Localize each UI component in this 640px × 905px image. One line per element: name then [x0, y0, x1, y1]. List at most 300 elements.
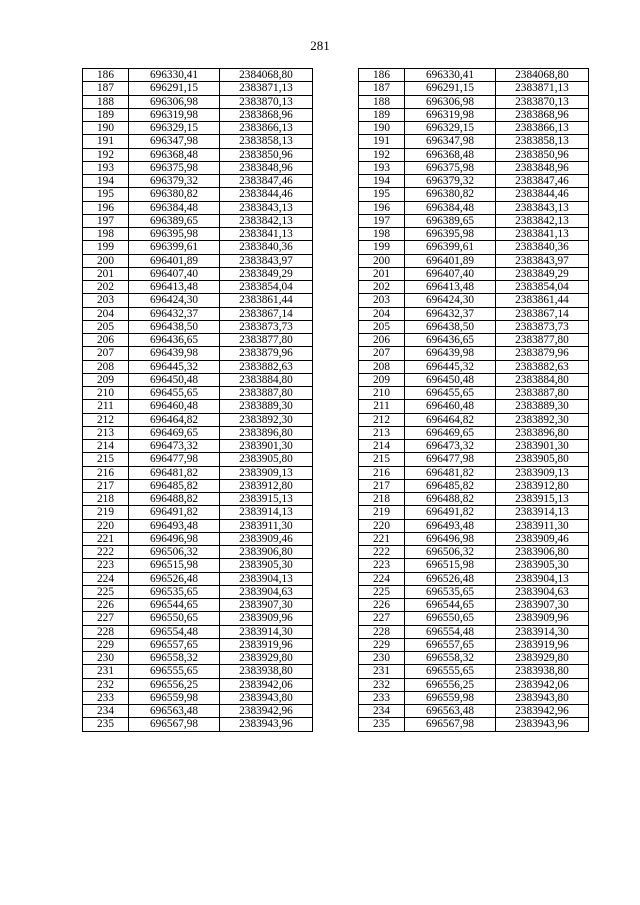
- left-y-coordinate-cell: 2383848,96: [220, 161, 313, 174]
- left-y-coordinate-cell: 2383907,30: [220, 599, 313, 612]
- right-y-coordinate-cell: 2383943,96: [496, 718, 589, 731]
- left-y-coordinate-cell: 2383909,13: [220, 466, 313, 479]
- column-gap: [313, 519, 359, 532]
- table-row: [83, 652, 589, 665]
- left-x-coordinate-cell: 696469,65: [129, 426, 220, 439]
- right-point-number-cell: 192: [359, 148, 405, 161]
- right-y-coordinate-cell: 2383896,80: [496, 426, 589, 439]
- left-point-number-cell: 188: [83, 95, 129, 108]
- column-gap: [313, 413, 359, 426]
- left-x-coordinate-cell: 696450,48: [129, 373, 220, 386]
- left-point-number-cell: 189: [83, 108, 129, 121]
- table-row: [83, 373, 589, 386]
- right-x-coordinate-cell: 696488,82: [405, 493, 496, 506]
- table-row: [83, 122, 589, 135]
- right-x-coordinate-cell: 696526,48: [405, 572, 496, 585]
- left-x-coordinate-cell: 696477,98: [129, 453, 220, 466]
- right-x-coordinate-cell: 696557,65: [405, 638, 496, 651]
- column-gap: [313, 638, 359, 651]
- right-x-coordinate-cell: 696485,82: [405, 479, 496, 492]
- left-point-number-cell: 209: [83, 373, 129, 386]
- left-x-coordinate-cell: 696567,98: [129, 718, 220, 731]
- left-y-coordinate-cell: 2383919,96: [220, 638, 313, 651]
- table-row: [83, 559, 589, 572]
- left-x-coordinate-cell: 696488,82: [129, 493, 220, 506]
- right-point-number-cell: 214: [359, 440, 405, 453]
- table-row: [83, 506, 589, 519]
- left-x-coordinate-cell: 696399,61: [129, 241, 220, 254]
- left-point-number-cell: 190: [83, 122, 129, 135]
- left-point-number-cell: 210: [83, 387, 129, 400]
- left-point-number-cell: 193: [83, 161, 129, 174]
- left-x-coordinate-cell: 696384,48: [129, 201, 220, 214]
- left-y-coordinate-cell: 2383843,13: [220, 201, 313, 214]
- table-row: [83, 175, 589, 188]
- right-point-number-cell: 222: [359, 546, 405, 559]
- right-point-number-cell: 218: [359, 493, 405, 506]
- right-y-coordinate-cell: 2383938,80: [496, 665, 589, 678]
- left-y-coordinate-cell: 2383844,46: [220, 188, 313, 201]
- right-point-number-cell: 187: [359, 82, 405, 95]
- left-point-number-cell: 207: [83, 347, 129, 360]
- column-gap: [313, 334, 359, 347]
- right-x-coordinate-cell: 696329,15: [405, 122, 496, 135]
- right-y-coordinate-cell: 2383901,30: [496, 440, 589, 453]
- left-y-coordinate-cell: 2383868,96: [220, 108, 313, 121]
- table-row: [83, 400, 589, 413]
- left-y-coordinate-cell: 2383905,30: [220, 559, 313, 572]
- left-y-coordinate-cell: 2383929,80: [220, 652, 313, 665]
- right-y-coordinate-cell: 2384068,80: [496, 69, 589, 82]
- left-y-coordinate-cell: 2383904,13: [220, 572, 313, 585]
- table-row: [83, 334, 589, 347]
- left-point-number-cell: 212: [83, 413, 129, 426]
- right-y-coordinate-cell: 2383889,30: [496, 400, 589, 413]
- left-point-number-cell: 232: [83, 678, 129, 691]
- left-point-number-cell: 230: [83, 652, 129, 665]
- right-point-number-cell: 229: [359, 638, 405, 651]
- left-point-number-cell: 217: [83, 479, 129, 492]
- right-point-number-cell: 201: [359, 267, 405, 280]
- right-y-coordinate-cell: 2383854,04: [496, 281, 589, 294]
- right-y-coordinate-cell: 2383849,29: [496, 267, 589, 280]
- left-point-number-cell: 226: [83, 599, 129, 612]
- right-point-number-cell: 203: [359, 294, 405, 307]
- left-x-coordinate-cell: 696550,65: [129, 612, 220, 625]
- right-x-coordinate-cell: 696306,98: [405, 95, 496, 108]
- right-point-number-cell: 216: [359, 466, 405, 479]
- left-x-coordinate-cell: 696330,41: [129, 69, 220, 82]
- table-row: [83, 188, 589, 201]
- right-x-coordinate-cell: 696379,32: [405, 175, 496, 188]
- left-point-number-cell: 218: [83, 493, 129, 506]
- column-gap: [313, 175, 359, 188]
- table-row: [83, 161, 589, 174]
- left-point-number-cell: 208: [83, 360, 129, 373]
- right-y-coordinate-cell: 2383904,63: [496, 585, 589, 598]
- table-row: [83, 82, 589, 95]
- right-y-coordinate-cell: 2383904,13: [496, 572, 589, 585]
- left-point-number-cell: 205: [83, 320, 129, 333]
- table-row: [83, 360, 589, 373]
- right-x-coordinate-cell: 696556,25: [405, 678, 496, 691]
- table-row: [83, 705, 589, 718]
- table-row: [83, 466, 589, 479]
- left-x-coordinate-cell: 696389,65: [129, 214, 220, 227]
- column-gap: [313, 188, 359, 201]
- column-gap: [313, 267, 359, 280]
- right-y-coordinate-cell: 2383844,46: [496, 188, 589, 201]
- column-gap: [313, 294, 359, 307]
- right-x-coordinate-cell: 696506,32: [405, 546, 496, 559]
- table-row: [83, 347, 589, 360]
- right-x-coordinate-cell: 696436,65: [405, 334, 496, 347]
- right-x-coordinate-cell: 696550,65: [405, 612, 496, 625]
- left-point-number-cell: 206: [83, 334, 129, 347]
- left-x-coordinate-cell: 696407,40: [129, 267, 220, 280]
- column-gap: [313, 214, 359, 227]
- table-row: [83, 546, 589, 559]
- right-y-coordinate-cell: 2383866,13: [496, 122, 589, 135]
- left-x-coordinate-cell: 696485,82: [129, 479, 220, 492]
- left-point-number-cell: 220: [83, 519, 129, 532]
- left-y-coordinate-cell: 2383906,80: [220, 546, 313, 559]
- left-point-number-cell: 216: [83, 466, 129, 479]
- right-point-number-cell: 231: [359, 665, 405, 678]
- left-y-coordinate-cell: 2383858,13: [220, 135, 313, 148]
- column-gap: [313, 201, 359, 214]
- right-x-coordinate-cell: 696347,98: [405, 135, 496, 148]
- right-point-number-cell: 211: [359, 400, 405, 413]
- left-point-number-cell: 211: [83, 400, 129, 413]
- left-y-coordinate-cell: 2383896,80: [220, 426, 313, 439]
- column-gap: [313, 426, 359, 439]
- right-x-coordinate-cell: 696432,37: [405, 307, 496, 320]
- left-point-number-cell: 199: [83, 241, 129, 254]
- left-x-coordinate-cell: 696563,48: [129, 705, 220, 718]
- left-point-number-cell: 201: [83, 267, 129, 280]
- table-row: [83, 493, 589, 506]
- left-x-coordinate-cell: 696347,98: [129, 135, 220, 148]
- right-point-number-cell: 220: [359, 519, 405, 532]
- right-point-number-cell: 204: [359, 307, 405, 320]
- column-gap: [313, 161, 359, 174]
- table-row: [83, 281, 589, 294]
- column-gap: [313, 148, 359, 161]
- coordinates-table: [82, 68, 589, 732]
- left-x-coordinate-cell: 696438,50: [129, 320, 220, 333]
- table-row: [83, 320, 589, 333]
- left-y-coordinate-cell: 2383938,80: [220, 665, 313, 678]
- right-point-number-cell: 234: [359, 705, 405, 718]
- right-x-coordinate-cell: 696567,98: [405, 718, 496, 731]
- table-row: [83, 453, 589, 466]
- right-point-number-cell: 200: [359, 254, 405, 267]
- left-x-coordinate-cell: 696455,65: [129, 387, 220, 400]
- table-row: [83, 69, 589, 82]
- table-row: [83, 572, 589, 585]
- left-point-number-cell: 198: [83, 228, 129, 241]
- left-y-coordinate-cell: 2383870,13: [220, 95, 313, 108]
- column-gap: [313, 678, 359, 691]
- left-x-coordinate-cell: 696554,48: [129, 625, 220, 638]
- left-x-coordinate-cell: 696544,65: [129, 599, 220, 612]
- table-row: [83, 479, 589, 492]
- left-x-coordinate-cell: 696319,98: [129, 108, 220, 121]
- column-gap: [313, 82, 359, 95]
- table-row: [83, 413, 589, 426]
- right-point-number-cell: 232: [359, 678, 405, 691]
- column-gap: [313, 652, 359, 665]
- left-x-coordinate-cell: 696506,32: [129, 546, 220, 559]
- left-y-coordinate-cell: 2383914,13: [220, 506, 313, 519]
- left-point-number-cell: 221: [83, 532, 129, 545]
- right-point-number-cell: 235: [359, 718, 405, 731]
- right-x-coordinate-cell: 696477,98: [405, 453, 496, 466]
- column-gap: [313, 546, 359, 559]
- right-x-coordinate-cell: 696544,65: [405, 599, 496, 612]
- left-point-number-cell: 194: [83, 175, 129, 188]
- left-x-coordinate-cell: 696559,98: [129, 691, 220, 704]
- left-y-coordinate-cell: 2383843,97: [220, 254, 313, 267]
- left-y-coordinate-cell: 2383879,96: [220, 347, 313, 360]
- left-point-number-cell: 204: [83, 307, 129, 320]
- table-row: [83, 638, 589, 651]
- table-row: [83, 254, 589, 267]
- column-gap: [313, 360, 359, 373]
- left-y-coordinate-cell: 2383911,30: [220, 519, 313, 532]
- right-point-number-cell: 202: [359, 281, 405, 294]
- right-y-coordinate-cell: 2383914,13: [496, 506, 589, 519]
- right-y-coordinate-cell: 2383871,13: [496, 82, 589, 95]
- right-x-coordinate-cell: 696291,15: [405, 82, 496, 95]
- left-y-coordinate-cell: 2383942,96: [220, 705, 313, 718]
- left-point-number-cell: 213: [83, 426, 129, 439]
- right-y-coordinate-cell: 2383942,06: [496, 678, 589, 691]
- right-y-coordinate-cell: 2383906,80: [496, 546, 589, 559]
- right-y-coordinate-cell: 2383911,30: [496, 519, 589, 532]
- page-number: 281: [310, 38, 330, 53]
- column-gap: [313, 241, 359, 254]
- right-x-coordinate-cell: 696464,82: [405, 413, 496, 426]
- right-y-coordinate-cell: 2383873,73: [496, 320, 589, 333]
- left-y-coordinate-cell: 2383840,36: [220, 241, 313, 254]
- right-point-number-cell: 196: [359, 201, 405, 214]
- table-row: [83, 519, 589, 532]
- left-x-coordinate-cell: 696329,15: [129, 122, 220, 135]
- left-x-coordinate-cell: 696473,32: [129, 440, 220, 453]
- left-point-number-cell: 223: [83, 559, 129, 572]
- right-point-number-cell: 195: [359, 188, 405, 201]
- left-x-coordinate-cell: 696306,98: [129, 95, 220, 108]
- table-row: [83, 241, 589, 254]
- column-gap: [313, 585, 359, 598]
- left-y-coordinate-cell: 2383882,63: [220, 360, 313, 373]
- left-y-coordinate-cell: 2383905,80: [220, 453, 313, 466]
- right-point-number-cell: 227: [359, 612, 405, 625]
- left-x-coordinate-cell: 696556,25: [129, 678, 220, 691]
- column-gap: [313, 665, 359, 678]
- left-point-number-cell: 191: [83, 135, 129, 148]
- left-x-coordinate-cell: 696424,30: [129, 294, 220, 307]
- left-y-coordinate-cell: 2383861,44: [220, 294, 313, 307]
- right-y-coordinate-cell: 2383943,80: [496, 691, 589, 704]
- right-x-coordinate-cell: 696319,98: [405, 108, 496, 121]
- left-point-number-cell: 203: [83, 294, 129, 307]
- left-point-number-cell: 228: [83, 625, 129, 638]
- right-point-number-cell: 206: [359, 334, 405, 347]
- left-y-coordinate-cell: 2383915,13: [220, 493, 313, 506]
- right-x-coordinate-cell: 696368,48: [405, 148, 496, 161]
- right-point-number-cell: 221: [359, 532, 405, 545]
- column-gap: [313, 705, 359, 718]
- left-point-number-cell: 234: [83, 705, 129, 718]
- table-row: [83, 201, 589, 214]
- left-x-coordinate-cell: 696557,65: [129, 638, 220, 651]
- left-y-coordinate-cell: 2383909,46: [220, 532, 313, 545]
- right-point-number-cell: 188: [359, 95, 405, 108]
- right-point-number-cell: 205: [359, 320, 405, 333]
- left-y-coordinate-cell: 2383909,96: [220, 612, 313, 625]
- right-x-coordinate-cell: 696563,48: [405, 705, 496, 718]
- table-row: [83, 665, 589, 678]
- table-row: [83, 267, 589, 280]
- left-y-coordinate-cell: 2383842,13: [220, 214, 313, 227]
- column-gap: [313, 347, 359, 360]
- right-x-coordinate-cell: 696445,32: [405, 360, 496, 373]
- column-gap: [313, 320, 359, 333]
- column-gap: [313, 281, 359, 294]
- table-row: [83, 108, 589, 121]
- column-gap: [313, 108, 359, 121]
- table-row: [83, 214, 589, 227]
- left-y-coordinate-cell: 2383914,30: [220, 625, 313, 638]
- left-x-coordinate-cell: 696401,89: [129, 254, 220, 267]
- right-x-coordinate-cell: 696469,65: [405, 426, 496, 439]
- right-y-coordinate-cell: 2383929,80: [496, 652, 589, 665]
- left-y-coordinate-cell: 2383841,13: [220, 228, 313, 241]
- table-row: [83, 625, 589, 638]
- left-x-coordinate-cell: 696481,82: [129, 466, 220, 479]
- left-point-number-cell: 229: [83, 638, 129, 651]
- right-y-coordinate-cell: 2383840,36: [496, 241, 589, 254]
- right-y-coordinate-cell: 2383843,97: [496, 254, 589, 267]
- right-point-number-cell: 215: [359, 453, 405, 466]
- right-y-coordinate-cell: 2383907,30: [496, 599, 589, 612]
- right-x-coordinate-cell: 696439,98: [405, 347, 496, 360]
- table-row: [83, 294, 589, 307]
- left-x-coordinate-cell: 696368,48: [129, 148, 220, 161]
- column-gap: [313, 373, 359, 386]
- right-x-coordinate-cell: 696384,48: [405, 201, 496, 214]
- left-point-number-cell: 231: [83, 665, 129, 678]
- right-y-coordinate-cell: 2383884,80: [496, 373, 589, 386]
- left-y-coordinate-cell: 2383873,73: [220, 320, 313, 333]
- left-point-number-cell: 192: [83, 148, 129, 161]
- right-x-coordinate-cell: 696558,32: [405, 652, 496, 665]
- left-x-coordinate-cell: 696379,32: [129, 175, 220, 188]
- right-x-coordinate-cell: 696555,65: [405, 665, 496, 678]
- left-point-number-cell: 227: [83, 612, 129, 625]
- column-gap: [313, 506, 359, 519]
- column-gap: [313, 69, 359, 82]
- table-row: [83, 691, 589, 704]
- right-y-coordinate-cell: 2383842,13: [496, 214, 589, 227]
- table-row: [83, 95, 589, 108]
- column-gap: [313, 254, 359, 267]
- right-x-coordinate-cell: 696438,50: [405, 320, 496, 333]
- right-y-coordinate-cell: 2383870,13: [496, 95, 589, 108]
- right-point-number-cell: 230: [359, 652, 405, 665]
- right-y-coordinate-cell: 2383909,13: [496, 466, 589, 479]
- left-x-coordinate-cell: 696558,32: [129, 652, 220, 665]
- left-y-coordinate-cell: 2383943,96: [220, 718, 313, 731]
- left-point-number-cell: 224: [83, 572, 129, 585]
- right-y-coordinate-cell: 2383905,80: [496, 453, 589, 466]
- left-x-coordinate-cell: 696496,98: [129, 532, 220, 545]
- right-point-number-cell: 209: [359, 373, 405, 386]
- left-y-coordinate-cell: 2383912,80: [220, 479, 313, 492]
- right-x-coordinate-cell: 696491,82: [405, 506, 496, 519]
- left-y-coordinate-cell: 2383850,96: [220, 148, 313, 161]
- column-gap: [313, 95, 359, 108]
- column-gap: [313, 718, 359, 731]
- right-point-number-cell: 219: [359, 506, 405, 519]
- table-row: [83, 718, 589, 731]
- right-x-coordinate-cell: 696554,48: [405, 625, 496, 638]
- right-x-coordinate-cell: 696481,82: [405, 466, 496, 479]
- right-y-coordinate-cell: 2383858,13: [496, 135, 589, 148]
- right-y-coordinate-cell: 2383841,13: [496, 228, 589, 241]
- column-gap: [313, 228, 359, 241]
- right-point-number-cell: 226: [359, 599, 405, 612]
- left-x-coordinate-cell: 696413,48: [129, 281, 220, 294]
- left-x-coordinate-cell: 696445,32: [129, 360, 220, 373]
- left-x-coordinate-cell: 696493,48: [129, 519, 220, 532]
- right-point-number-cell: 228: [359, 625, 405, 638]
- right-x-coordinate-cell: 696460,48: [405, 400, 496, 413]
- column-gap: [313, 612, 359, 625]
- left-x-coordinate-cell: 696395,98: [129, 228, 220, 241]
- table-row: [83, 599, 589, 612]
- left-x-coordinate-cell: 696526,48: [129, 572, 220, 585]
- right-y-coordinate-cell: 2383912,80: [496, 479, 589, 492]
- right-y-coordinate-cell: 2383942,96: [496, 705, 589, 718]
- column-gap: [313, 122, 359, 135]
- left-y-coordinate-cell: 2384068,80: [220, 69, 313, 82]
- left-x-coordinate-cell: 696535,65: [129, 585, 220, 598]
- left-y-coordinate-cell: 2383889,30: [220, 400, 313, 413]
- table-row: [83, 387, 589, 400]
- right-x-coordinate-cell: 696473,32: [405, 440, 496, 453]
- right-point-number-cell: 213: [359, 426, 405, 439]
- left-x-coordinate-cell: 696460,48: [129, 400, 220, 413]
- right-point-number-cell: 186: [359, 69, 405, 82]
- right-x-coordinate-cell: 696493,48: [405, 519, 496, 532]
- column-gap: [313, 691, 359, 704]
- column-gap: [313, 625, 359, 638]
- right-point-number-cell: 191: [359, 135, 405, 148]
- left-y-coordinate-cell: 2383942,06: [220, 678, 313, 691]
- column-gap: [313, 135, 359, 148]
- left-y-coordinate-cell: 2383884,80: [220, 373, 313, 386]
- left-point-number-cell: 202: [83, 281, 129, 294]
- table-row: [83, 532, 589, 545]
- left-point-number-cell: 235: [83, 718, 129, 731]
- right-point-number-cell: 197: [359, 214, 405, 227]
- right-y-coordinate-cell: 2383909,46: [496, 532, 589, 545]
- left-x-coordinate-cell: 696432,37: [129, 307, 220, 320]
